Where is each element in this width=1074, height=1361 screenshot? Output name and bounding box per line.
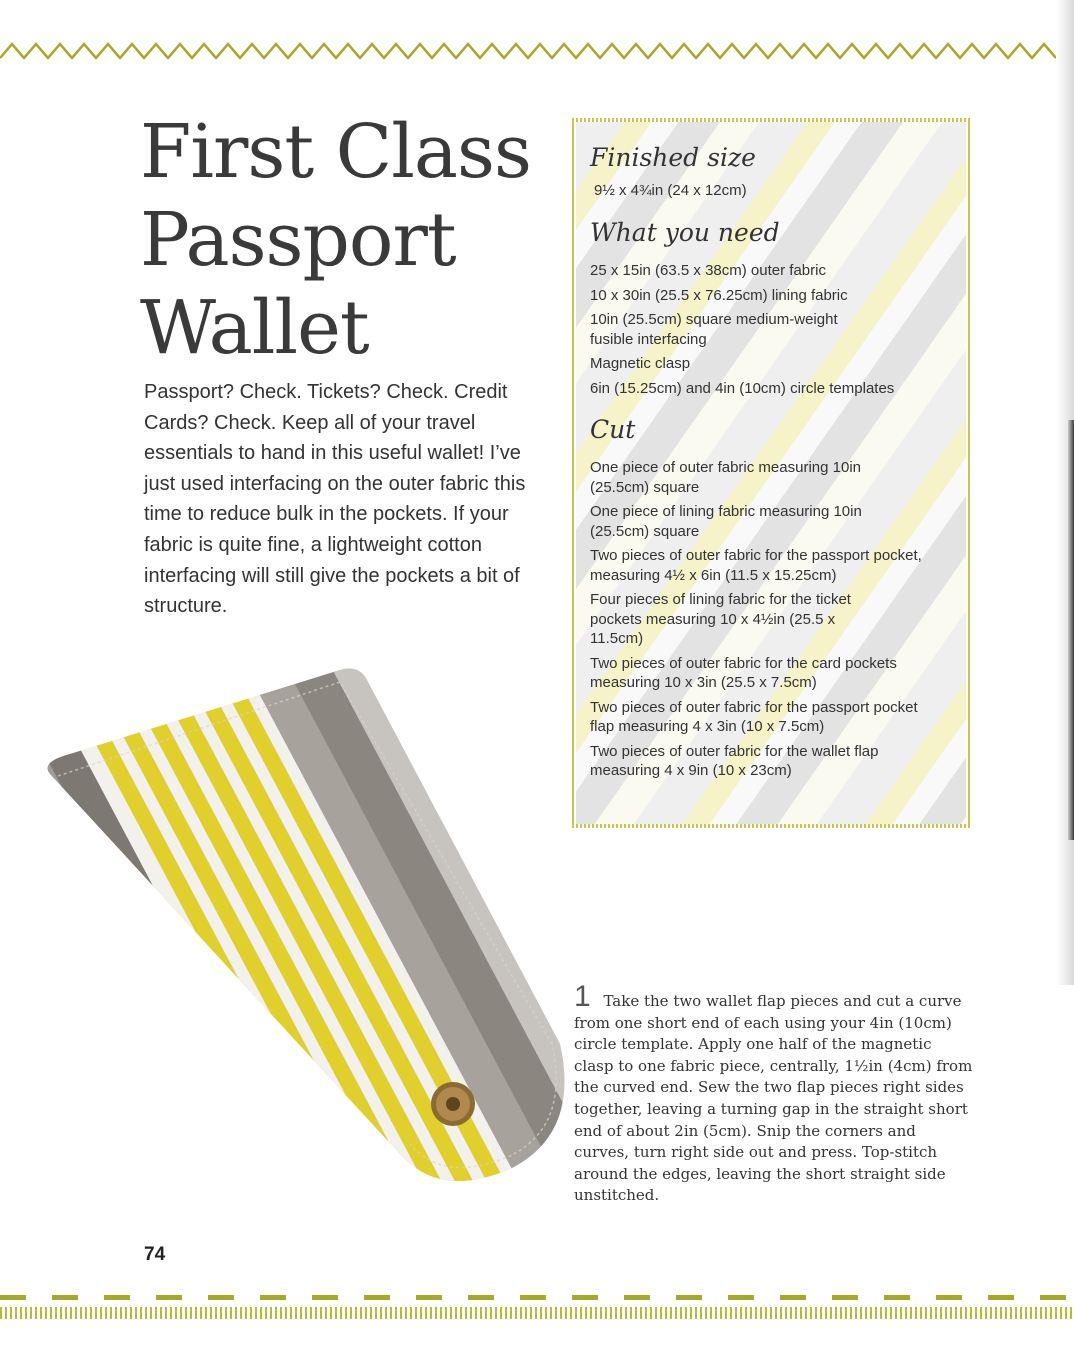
wallet-flap-photo	[40, 664, 580, 1204]
list-item: Two pieces of outer fabric for the card pockets measuring 10 x 3in (25.5 x 7.5cm)	[590, 654, 897, 691]
what-you-need-list	[590, 261, 956, 398]
list-item: Two pieces of outer fabric for the passport pocket flap measuring 4 x 3in (10 x 7.5cm)	[590, 698, 918, 735]
page-title	[140, 108, 531, 372]
list-item: Two pieces of outer fabric for the wallet flap measuring 4 x 9in (10 x 23cm)	[590, 742, 879, 779]
step-number: 1	[574, 980, 591, 1013]
list-item: 25 x 15in (63.5 x 38cm) outer fabric	[590, 262, 826, 279]
page-edge	[1068, 420, 1074, 840]
list-item: Two pieces of outer fabric for the passport pocket, measuring 4½ x 6in (11.5 x 15.25cm)	[590, 547, 922, 584]
materials-panel	[572, 118, 970, 828]
list-item: 10in (25.5cm) square medium-weight fusible interfacing	[590, 311, 838, 348]
cut-heading: Cut	[590, 415, 636, 444]
list-item: Magnetic clasp	[590, 355, 691, 372]
list-item: Four pieces of lining fabric for the ticket pockets measuring 10 x 4½in (25.5 x 11.5cm)	[590, 591, 851, 647]
step-text: Take the two wallet flap pieces and cut a curve from one short end of each using your 4in (10cm) circle template. Apply one half of the magnetic clasp to one fabric piece, centrally, 1½in (4cm) from the curved end. Sew the two flap pieces right sides together, leaving a turning gap in the straight short end of about 2in (5cm). Snip the corners and curves, turn right side out and press. Top-stitch around the edges, leaving the short straight side unstitched.	[574, 992, 973, 1205]
step-1	[574, 980, 974, 1207]
list-item: One piece of outer fabric measuring 10in (25.5cm) square	[590, 459, 861, 496]
page-number: 74	[144, 1244, 166, 1265]
finished-size-heading: Finished size	[590, 143, 756, 172]
title-line-3: Wallet	[140, 285, 369, 371]
what-you-need-heading: What you need	[590, 218, 780, 247]
cut-list	[590, 458, 956, 781]
zigzag-border	[0, 34, 1060, 70]
title-line-2: Passport	[140, 197, 456, 283]
finished-size-value: 9½ x 4¾in (24 x 12cm)	[594, 182, 747, 199]
magnetic-clasp-icon	[431, 1082, 475, 1126]
list-item: One piece of lining fabric measuring 10in (25.5cm) square	[590, 503, 862, 540]
list-item: 6in (15.25cm) and 4in (10cm) circle templates	[590, 379, 895, 397]
intro-paragraph: Passport? Check. Tickets? Check. Credit Cards? Check. Keep all of your travel essentials to hand in this useful wallet! I’ve just used interfacing on the outer fabric this time to reduce bulk in the pockets. If your fabric is quite fine, a lightweight cotton interfacing will still give the pockets a bit of structure.	[144, 381, 526, 618]
list-item: 10 x 30in (25.5 x 76.25cm) lining fabric	[590, 286, 848, 304]
title-line-1: First Class	[140, 109, 531, 195]
dashed-border	[0, 1295, 1074, 1300]
tick-border	[0, 1307, 1074, 1319]
